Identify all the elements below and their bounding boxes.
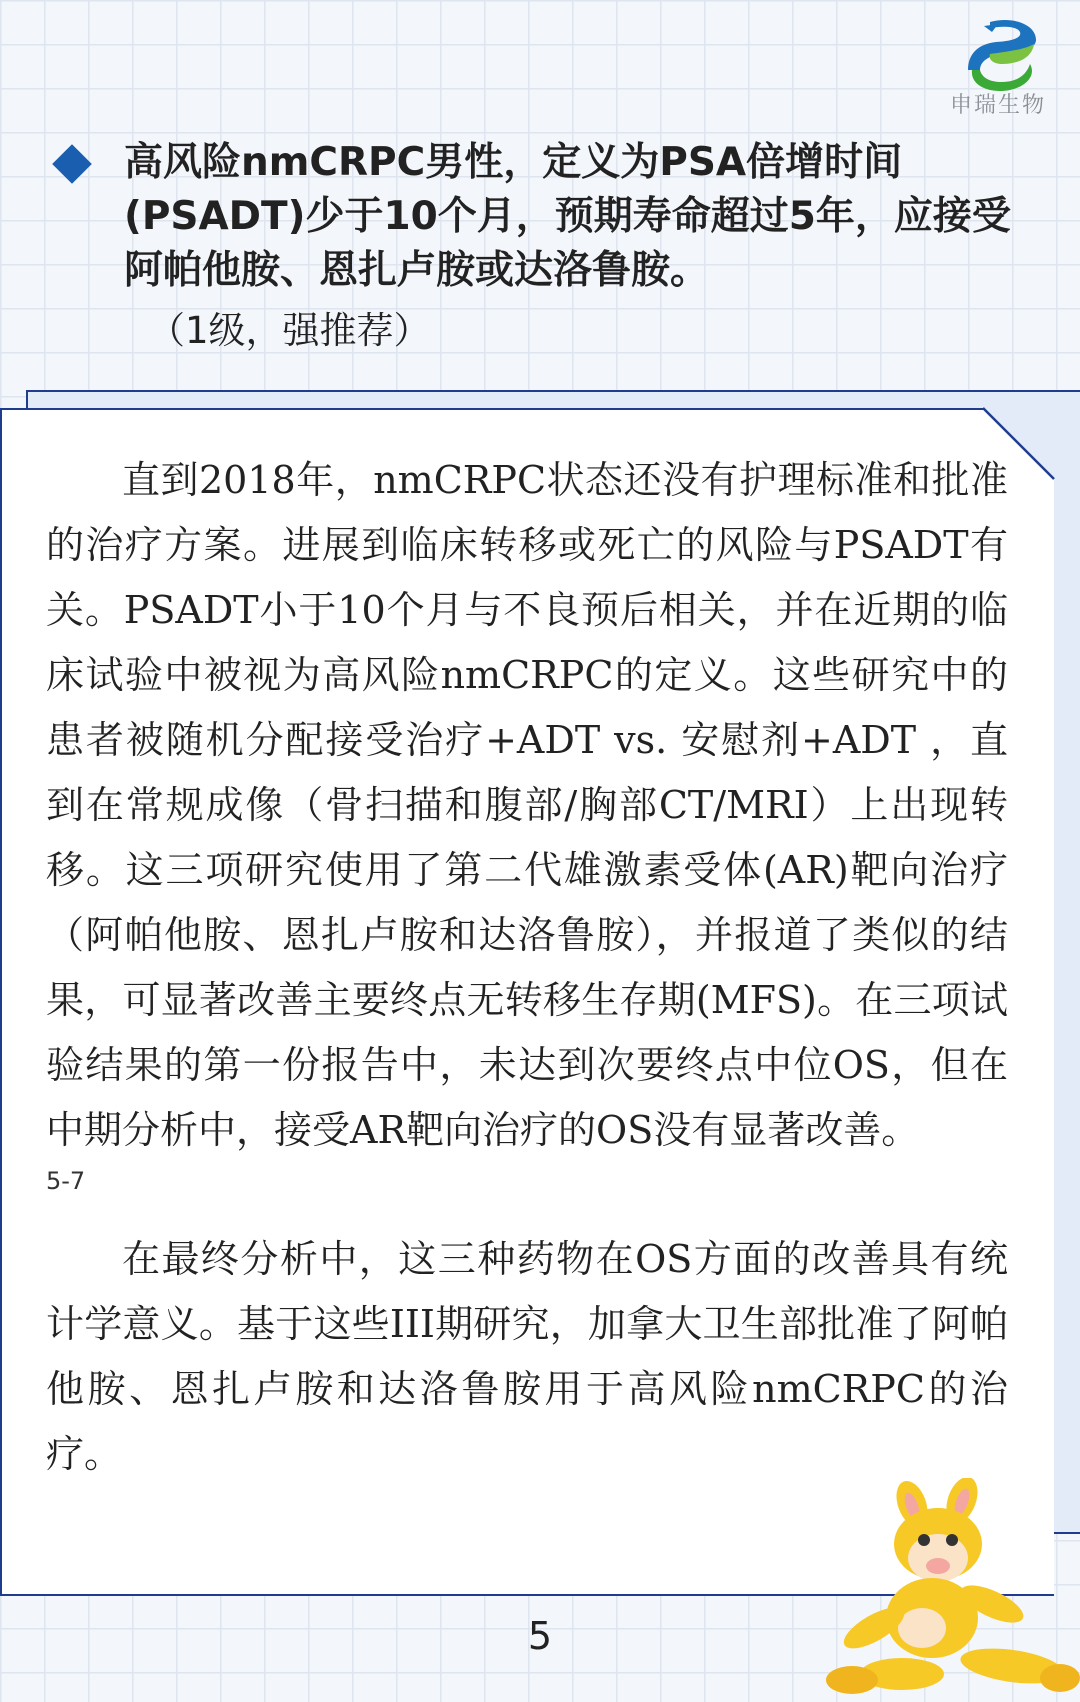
- recommendation-level: （1级，强推荐）: [148, 309, 431, 352]
- diamond-bullet-icon: [52, 144, 92, 184]
- paragraph-1: [46, 448, 1008, 1199]
- paragraph-2: 在最终分析中，这三种药物在OS方面的改善具有统计学意义。基于这些III期研究，加拿大卫生部批准了阿帕他胺、恩扎卢胺和达洛鲁胺用于高风险nmCRPC的治疗。: [46, 1237, 1008, 1476]
- yellow-mascot-illustration: [812, 1478, 1080, 1702]
- paragraph-1-text: 直到2018年，nmCRPC状态还没有护理标准和批准的治疗方案。进展到临床转移或死亡的风险与PSADT有关。PSADT小于10个月与不良预后相关，并在近期的临床试验中被视为高风险nmCRPC的定义。这些研究中的患者被随机分配接受治疗+ADT vs. 安慰剂+ADT ，直到在常规成像（骨扫描和腹部/胸部CT/MRI）上出现转移。这三项研究使用了第二代雄激素受体(AR)靶向治疗（阿帕他胺、恩扎卢胺和达洛鲁胺），并报道了类似的结果，可显著改善主要终点无转移生存期(MFS)。在三项试验结果的第一份报告中，未达到次要终点中位OS，但在中期分析中，接受AR靶向治疗的OS没有显著改善。: [46, 458, 1008, 1152]
- reference-citation: 5-7: [46, 1167, 86, 1195]
- recommendation-heading: 高风险nmCRPC男性，定义为PSA倍增时间(PSADT)少于10个月，预期寿命超过5年，应接受阿帕他胺、恩扎卢胺或达洛鲁胺。: [124, 140, 1011, 293]
- card-body: [46, 448, 1008, 1487]
- page-number: 5: [527, 1614, 553, 1658]
- brand-name: 申瑞生物: [949, 93, 1046, 118]
